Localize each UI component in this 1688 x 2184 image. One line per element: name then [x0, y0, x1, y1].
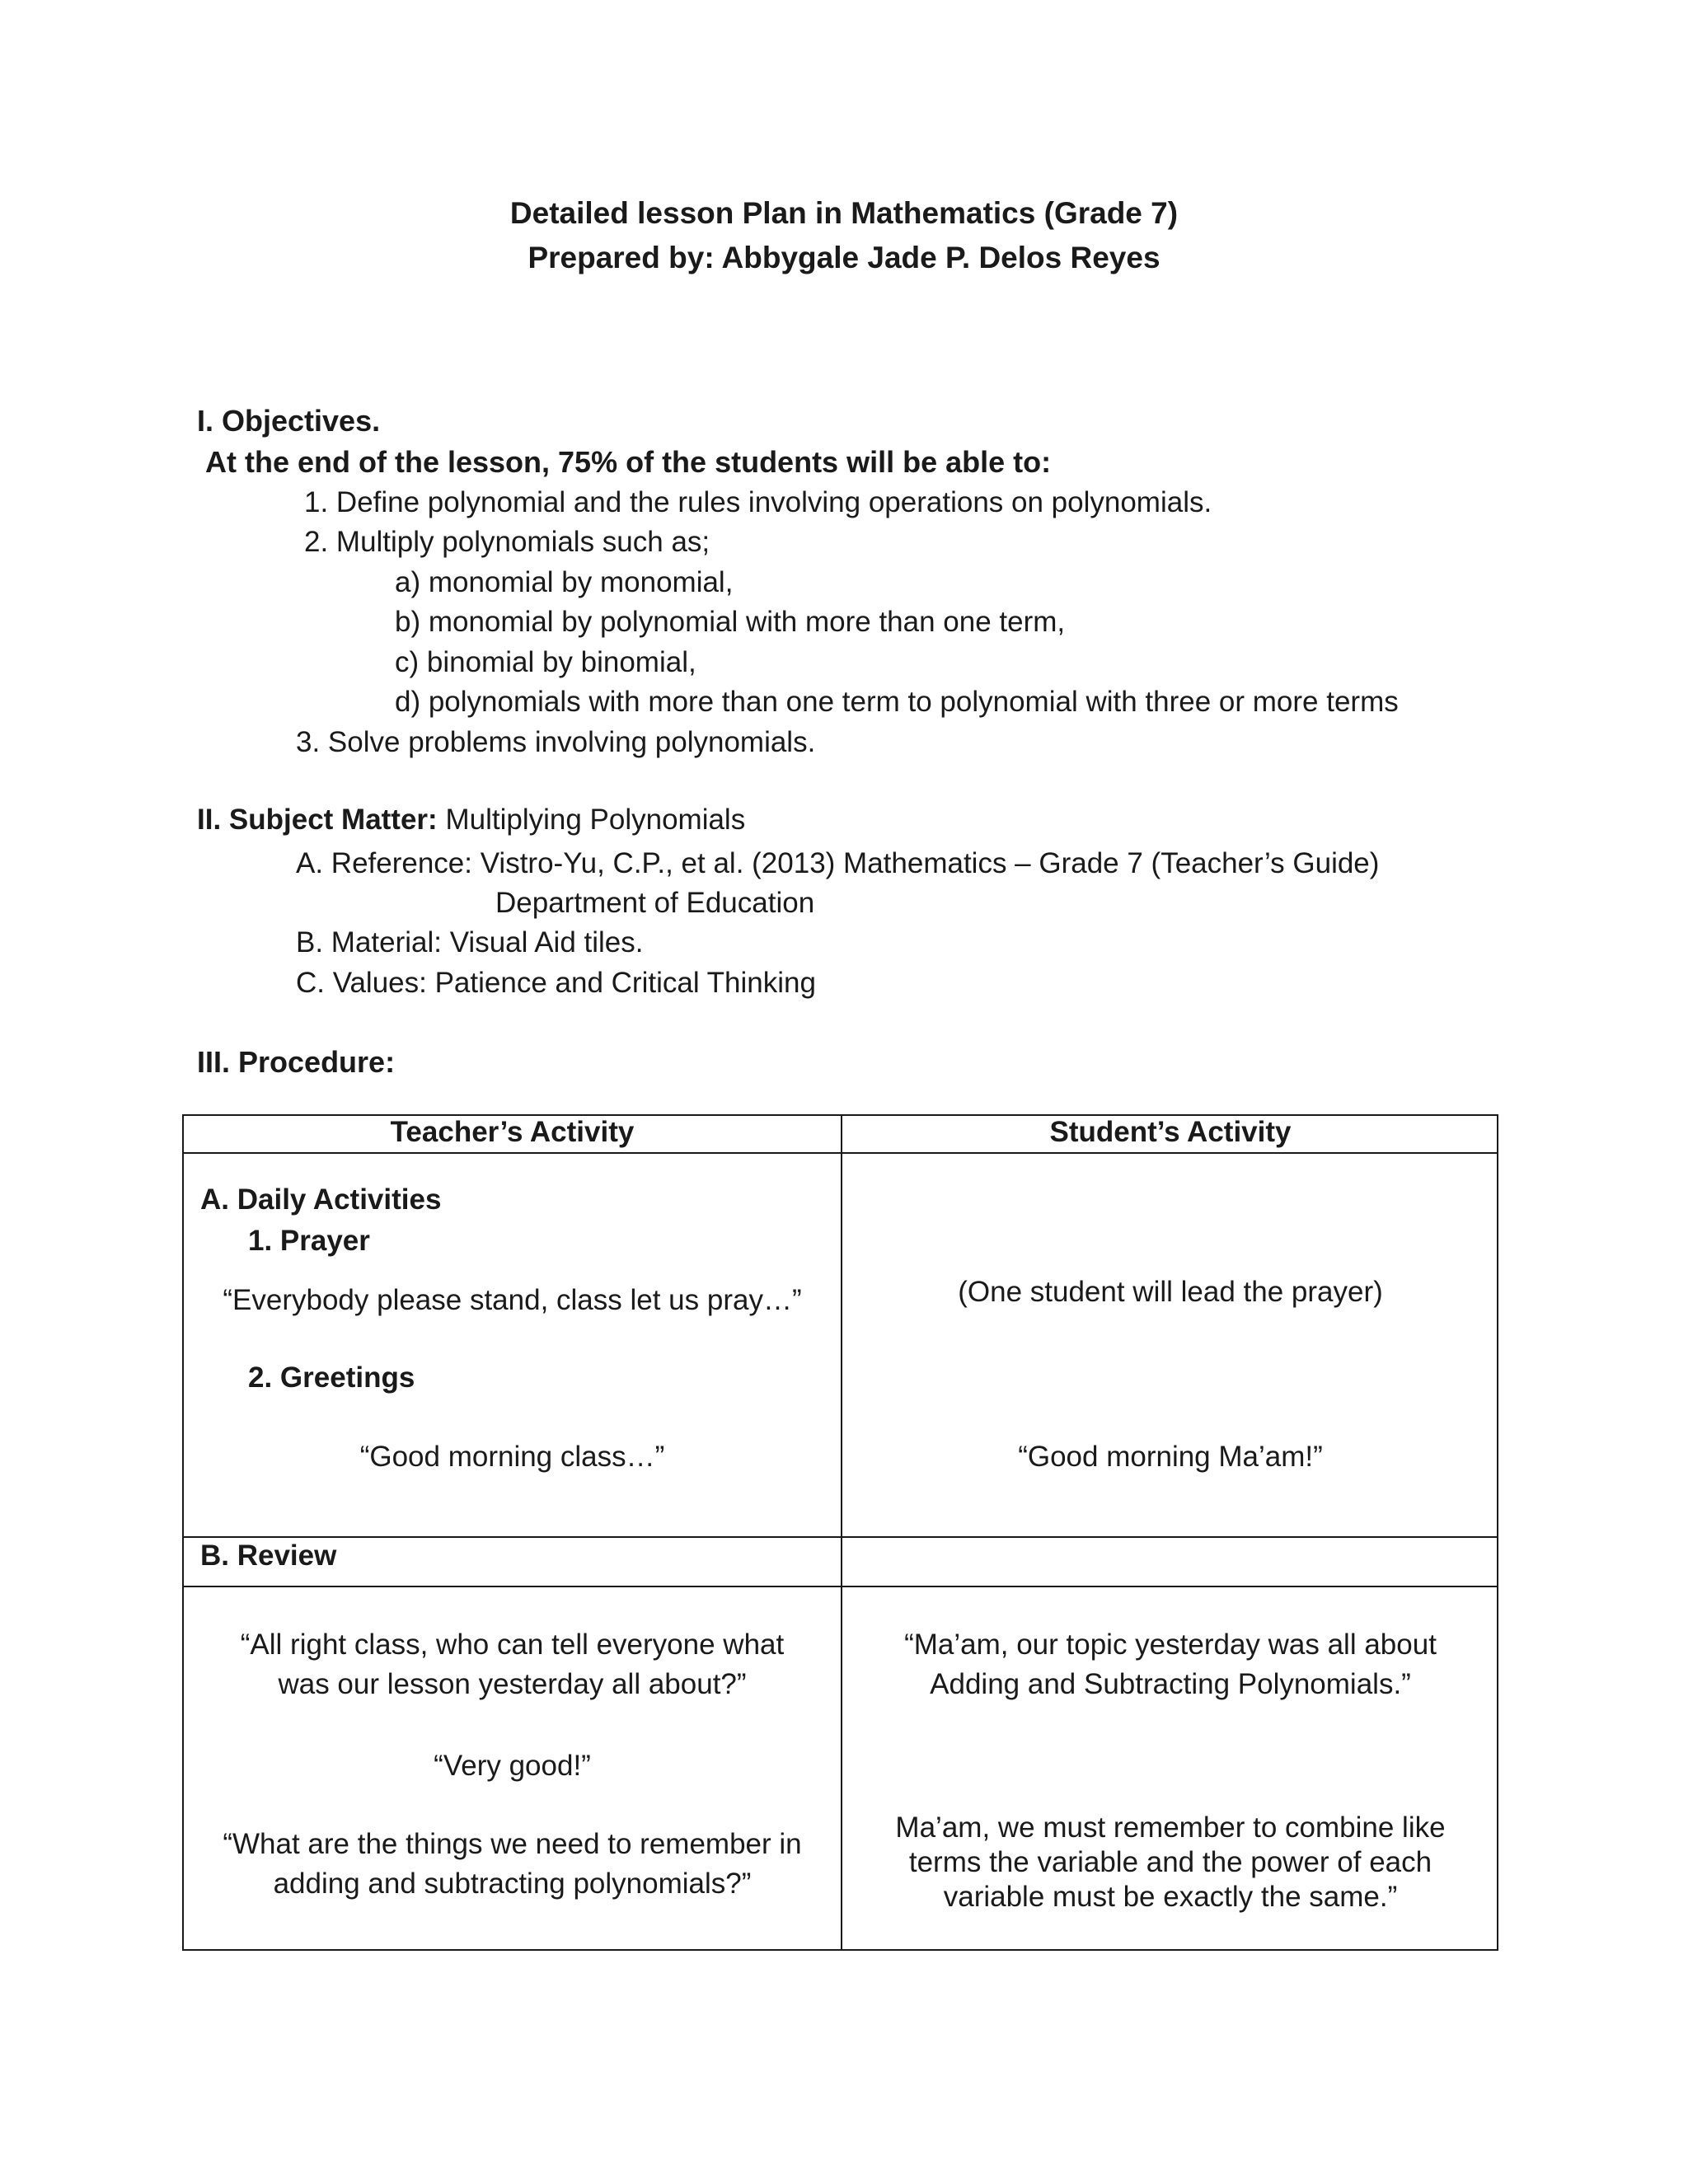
subject-matter-heading: II. Subject Matter: [197, 804, 438, 836]
review-question-1 [184, 1625, 841, 1704]
reference: A. Reference: Vistro-Yu, C.P., et al. (2013) Mathematics – Grade 7 (Teacher’s Guide) [296, 847, 1380, 879]
column-header-teacher: Teacher’s Activity [390, 1116, 635, 1148]
procedure-table [182, 1114, 1498, 1951]
review-heading: B. Review [200, 1540, 337, 1572]
document-title: Detailed lesson Plan in Mathematics (Grade 7) [509, 196, 1179, 230]
review-question-2-line-2: adding and subtracting polynomials?” [273, 1868, 752, 1900]
objective-sub-c: c) binomial by binomial, [395, 646, 696, 678]
review-question-2-line-1: “What are the things we need to remember in [223, 1828, 802, 1860]
greetings-student-line: “Good morning Ma’am!” [1018, 1441, 1323, 1473]
objectives-intro: At the end of the lesson, 75% of the students will be able to: [205, 445, 1052, 479]
prayer-teacher-line: “Everybody please stand, class let us pray…” [223, 1284, 802, 1316]
review-answer-2-line-3: variable must be exactly the same.” [943, 1881, 1398, 1913]
procedure-heading: III. Procedure: [197, 1045, 396, 1079]
row-divider-header [184, 1152, 1497, 1154]
material: B. Material: Visual Aid tiles. [296, 926, 644, 958]
objective-item-2: 2. Multiply polynomials such as; [304, 526, 710, 558]
review-answer-1-line-1: “Ma’am, our topic yesterday was all about [904, 1629, 1437, 1661]
review-answer-2 [842, 1811, 1498, 1915]
greetings-label: 2. Greetings [248, 1361, 415, 1394]
review-question-1-line-1: “All right class, who can tell everyone what [240, 1629, 785, 1661]
greetings-teacher-line: “Good morning class…” [359, 1441, 665, 1473]
review-question-2 [184, 1825, 841, 1904]
prayer-label: 1. Prayer [248, 1225, 370, 1257]
objectives-heading: I. Objectives. [197, 404, 381, 438]
reference-publisher: Department of Education [495, 887, 815, 919]
review-answer-2-line-2: terms the variable and the power of each [908, 1846, 1432, 1878]
daily-activities-heading: A. Daily Activities [200, 1183, 442, 1216]
review-praise: “Very good!” [434, 1750, 591, 1782]
prayer-student-line: (One student will lead the prayer) [958, 1276, 1383, 1308]
objective-sub-d: d) polynomials with more than one term to polynomial with three or more terms [395, 686, 1399, 718]
review-answer-2-line-1: Ma’am, we must remember to combine like [895, 1811, 1446, 1844]
review-answer-1 [842, 1625, 1498, 1704]
row-divider-review [184, 1586, 1497, 1587]
objective-sub-a: a) monomial by monomial, [395, 566, 734, 598]
values: C. Values: Patience and Critical Thinking [296, 967, 816, 999]
objective-sub-b: b) monomial by polynomial with more than one term, [395, 606, 1066, 638]
review-question-1-line-2: was our lesson yesterday all about?” [278, 1668, 747, 1700]
objective-item-3: 3. Solve problems involving polynomials. [296, 726, 816, 758]
column-header-student: Student’s Activity [1049, 1116, 1292, 1148]
row-divider-daily [184, 1536, 1497, 1538]
subject-matter-topic: Multiplying Polynomials [445, 804, 746, 836]
subject-matter-line [197, 804, 745, 837]
review-answer-1-line-2: Adding and Subtracting Polynomials.” [930, 1668, 1411, 1700]
objective-item-1: 1. Define polynomial and the rules involving operations on polynomials. [304, 486, 1212, 518]
prepared-by: Prepared by: Abbygale Jade P. Delos Reyes [528, 241, 1160, 274]
